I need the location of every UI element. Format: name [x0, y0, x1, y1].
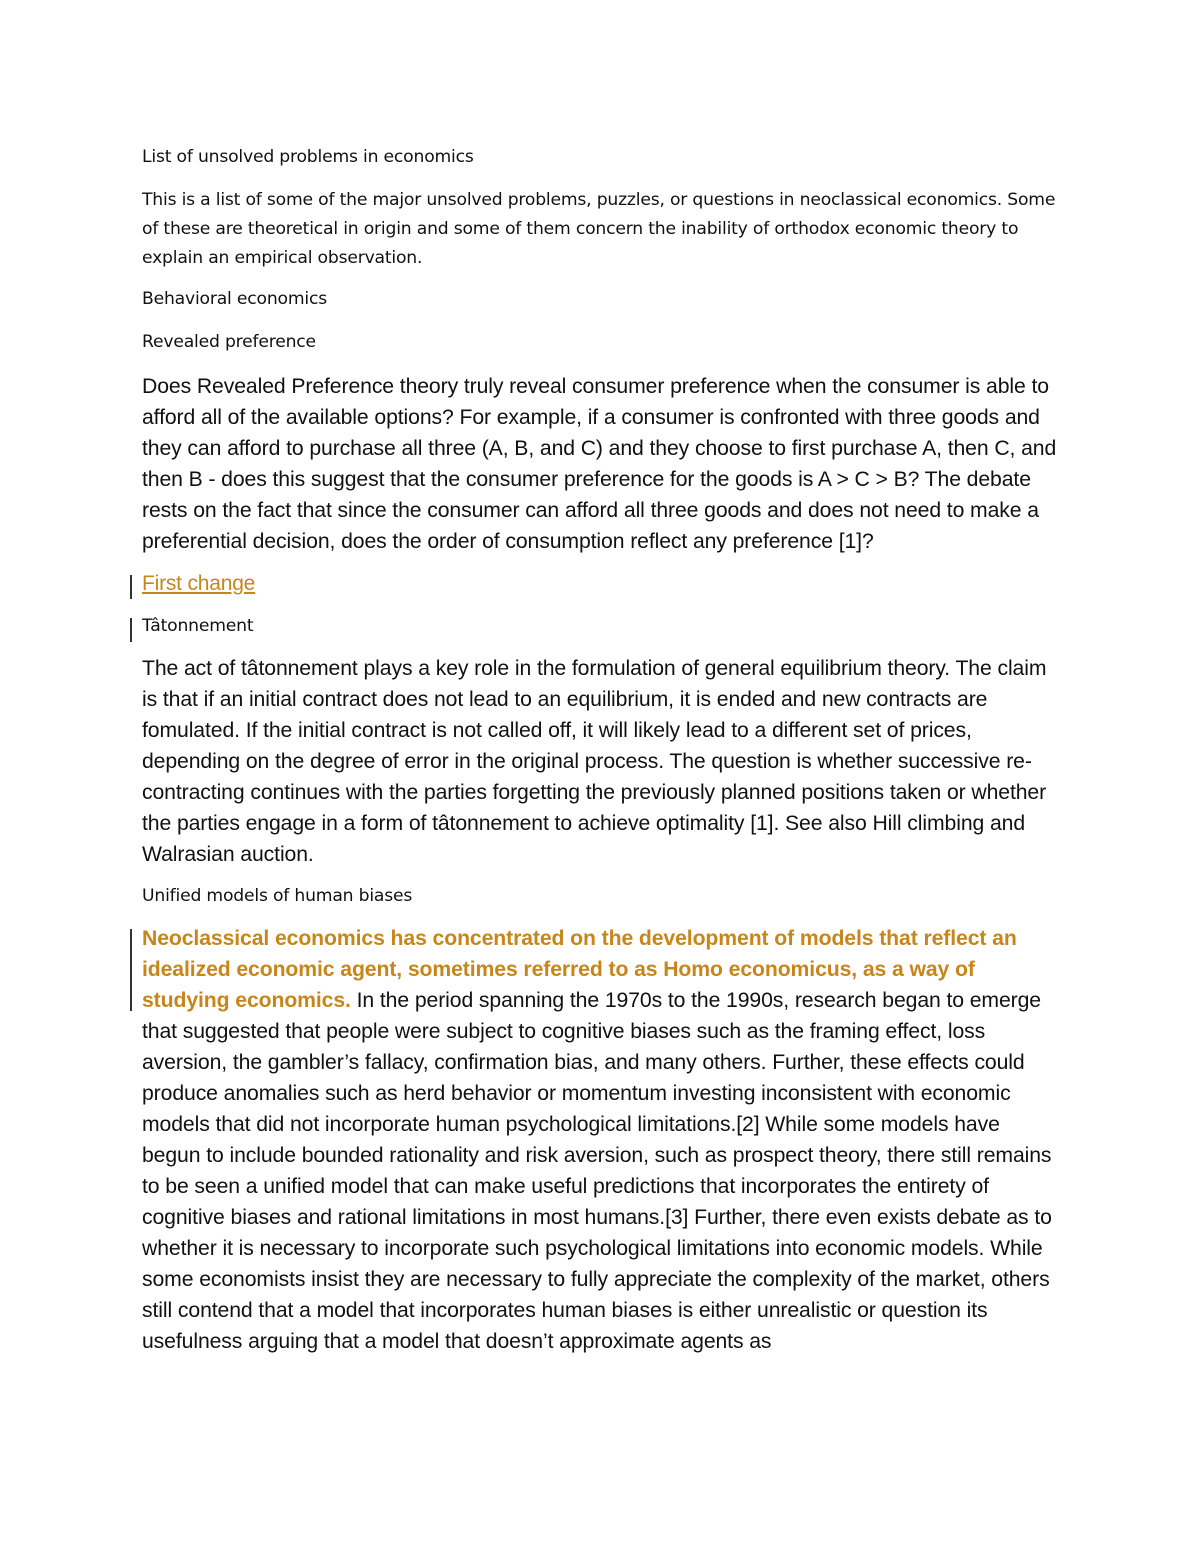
change-bar	[130, 618, 132, 642]
first-change-line	[142, 569, 1057, 600]
heading-unified-models: Unified models of human biases	[142, 886, 413, 906]
change-bar	[130, 575, 132, 599]
revealed-preference-paragraph: Does Revealed Preference theory truly reveal consumer preference when the consumer is able to afford all of the available options? For example, if a consumer is confronted with three goods and they can afford to purchase all three (A, B, and C) and they choose to first purchase A, then C, and then B - does this suggest that the consumer preference for the goods is A > C > B? The debate rests on the fact that since the consumer can afford all three goods and does not need to make a preferential decision, does the order of consumption reflect any preference [1]?	[142, 375, 1057, 553]
heading-tatonnement-line	[142, 612, 1057, 641]
document-title: List of unsolved problems in economics	[142, 147, 474, 167]
change-bar	[130, 929, 132, 1011]
document-body	[142, 143, 1057, 1369]
unified-models-text: In the period spanning the 1970s to the 1990s, research began to emerge that suggested that people were subject to cognitive biases such as the framing effect, loss aversion, the gambler’s fallacy, confirmation bias, and many others. Further, these effects could produce anomalies such as herd behavior or momentum investing inconsistent with economic models that did not incorporate human psychological limitations.[2] While some models have begun to include bounded rationality and risk aversion, such as prospect theory, there still remains to be seen a unified model that can make useful predictions that incorporates the entirety of cognitive biases and rational limitations in most humans.[3] Further, there even exists debate as to whether it is necessary to incorporate such psychological limitations into economic models. While some economists insist they are necessary to fully appreciate the complexity of the market, others still contend that a model that incorporates human biases is either unrealistic or question its usefulness arguing that a model that doesn’t approximate agents as	[142, 989, 1052, 1353]
tatonnement-paragraph: The act of tâtonnement plays a key role in the formulation of general equilibrium theory. The claim is that if an initial contract does not lead to an equilibrium, it is ended and new contracts are fomulated. If the initial contract is not called off, it will likely lead to a different set of prices, depending on the degree of error in the original process. The question is whether successive re-contracting continues with the parties forgetting the previously planned positions taken or whether the parties engage in a form of tâtonnement to achieve optimality [1]. See also Hill climbing and Walrasian auction.	[142, 657, 1047, 866]
first-change-link[interactable]: First change	[142, 572, 256, 595]
intro-paragraph: This is a list of some of the major unsolved problems, puzzles, or questions in neoclassical economics. Some of these are theoretical in origin and some of them concern the inability of orthodox economic theory to explain an empirical observation.	[142, 190, 1056, 268]
heading-tatonnement: Tâtonnement	[142, 616, 254, 636]
unified-models-paragraph	[142, 923, 1057, 1357]
heading-revealed-preference: Revealed preference	[142, 332, 316, 352]
heading-behavioral-economics: Behavioral economics	[142, 289, 327, 309]
inserted-text: Neoclassical economics has concentrated on the development of models that reflect an idealized economic agent, sometimes referred to as Homo economicus, as a way of studying economics.	[142, 927, 1017, 1012]
